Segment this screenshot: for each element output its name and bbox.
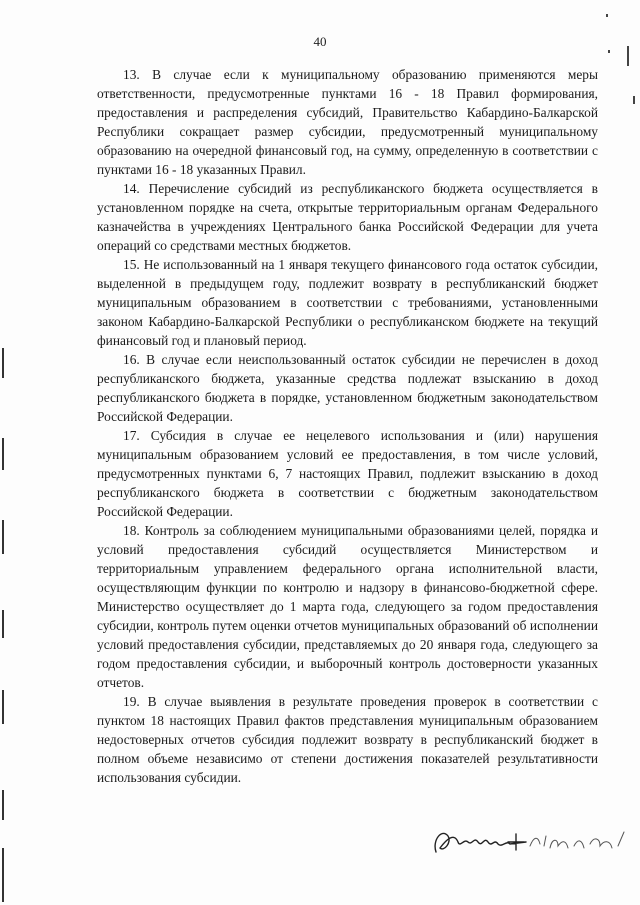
paragraph-16: 16. В случае если неиспользованный остаток субсидии не перечислен в доход республиканского бюджета, указанные средства подлежат взысканию в доход республиканского бюджета в порядке, установленном бюджетным законодательством Российской Федерации. [97, 352, 598, 424]
scan-edge-mark [633, 96, 635, 104]
scan-edge-mark [2, 790, 4, 820]
paragraph-17: 17. Субсидия в случае ее нецелевого использования и (или) нарушения муниципальным образованием условий ее предоставления, в том числе условий, предусмотренных пунктами 6, 7 настоящих Правил, подлежит взысканию в доход республиканского бюджета в соответствии с бюджетным законодательством Российской Федерации. [97, 428, 598, 519]
scan-edge-mark [608, 50, 610, 53]
handwritten-signature [428, 818, 638, 862]
scan-edge-mark [2, 848, 4, 902]
paragraph-15: 15. Не использованный на 1 января текущего финансового года остаток субсидии, выделенной в предыдущем году, подлежит возврату в республиканский бюджет муниципальным образованием в соответствии с требованиями, установленными законом Кабардино-Балкарской Республики о республиканском бюджете на текущий финансовый год и плановый период. [97, 257, 598, 348]
scan-edge-mark [2, 690, 4, 724]
scan-edge-mark [2, 610, 4, 638]
scan-edge-mark [606, 14, 608, 17]
scan-edge-mark [627, 46, 629, 66]
scan-edge-mark [2, 348, 4, 378]
paragraph-14: 14. Перечисление субсидий из республиканского бюджета осуществляется в установленном порядке на счета, открытые территориальным органам Федерального казначейства в учреждениях Центрального банка Российской Федерации для учета операций со средствами местных бюджетов. [97, 181, 598, 253]
paragraph-18: 18. Контроль за соблюдением муниципальными образованиями целей, порядка и условий предоставления субсидий осуществляется Министерством и территориальным управлением федерального органа исполнительной власти, осуществляющим функции по контролю и надзору в финансово-бюджетной сфере. Министерство осуществляет до 1 марта года, следующего за годом предоставления субсидии, контроль путем оценки отчетов муниципальных образований об исполнении условий предоставления субсидии, представляемых до 20 января года, следующего за годом предоставления субсидии, и выборочный контроль достоверности указанных отчетов. [97, 523, 598, 690]
paragraph-13: 13. В случае если к муниципальному образованию применяются меры ответственности, предусмотренные пунктами 16 - 18 Правил формирования, предоставления и распределения субсидий, Правительство Кабардино-Балкарской Республики сокращает размер субсидии, предусмотренный муниципальному образованию на очередной финансовый год, на сумму, определенную в соответствии с пунктами 16 - 18 указанных Правил. [97, 67, 598, 177]
page-number: 40 [313, 34, 327, 49]
scan-edge-mark [2, 520, 4, 554]
document-body [97, 65, 598, 787]
scan-edge-mark [2, 438, 4, 470]
paragraph-19: 19. В случае выявления в результате проведения проверок в соответствии с пунктом 18 настоящих Правил фактов представления муниципальным образованием недостоверных отчетов субсидия подлежит возврату в республиканский бюджет в полном объеме независимо от степени достижения показателей результативности использования субсидии. [97, 694, 598, 785]
